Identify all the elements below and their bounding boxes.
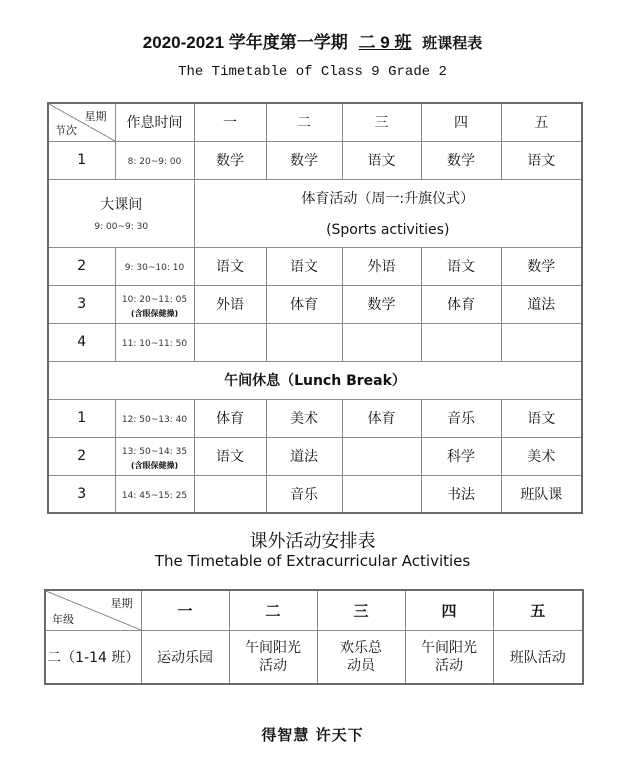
title-year: 2020-2021 学年度第一学期: [142, 33, 348, 52]
extra-header-day: 二: [229, 590, 317, 630]
title-class: 二 9 班: [358, 33, 412, 52]
lunch-break: 午间休息（Lunch Break）: [48, 361, 582, 399]
period-time-text: 9: 30~10: 10: [124, 263, 185, 273]
activity-text: 欢乐总动员: [340, 639, 382, 674]
page-title: [0, 28, 625, 53]
extracurricular-title: 课外活动安排表: [249, 531, 376, 552]
subject-cell: 语文: [194, 247, 266, 285]
period-number: 1: [48, 399, 115, 437]
period-time-text: 11: 10~11: 50: [121, 339, 188, 349]
header-day: 一: [194, 103, 266, 141]
subject-cell: [194, 323, 266, 361]
table-row: [48, 323, 582, 361]
subject-cell: 道法: [266, 437, 342, 475]
header-corner-weekday: 星期: [84, 110, 107, 123]
subject-cell: 体育: [194, 399, 266, 437]
extracurricular-subtitle: The Timetable of Extracurricular Activities: [154, 552, 471, 570]
page-subtitle: The Timetable of Class 9 Grade 2: [178, 64, 447, 80]
subject-cell: 语文: [501, 399, 582, 437]
extra-header-day: 五: [493, 590, 583, 630]
period-note: (含眼保健操): [130, 460, 179, 470]
subject-cell: 音乐: [421, 399, 501, 437]
header-day: 四: [421, 103, 501, 141]
subject-cell: 语文: [342, 141, 421, 179]
period-number: 3: [48, 475, 115, 513]
period-number: 1: [48, 141, 115, 179]
subject-cell: [342, 437, 421, 475]
extra-header-day: 三: [317, 590, 405, 630]
subject-cell: [421, 323, 501, 361]
subject-cell: 音乐: [266, 475, 342, 513]
activity-cell: 运动乐园: [141, 630, 229, 684]
subject-cell: 班队课: [501, 475, 582, 513]
header-time: 作息时间: [115, 103, 194, 141]
period-time-text: 8: 20~9: 00: [127, 157, 182, 167]
period-time-text: 12: 50~13: 40: [121, 415, 188, 425]
activity-text: 午间阳光活动: [421, 639, 477, 674]
table-row: [48, 399, 582, 437]
activity-cell: 班队活动: [493, 630, 583, 684]
period-number: 2: [48, 247, 115, 285]
subject-cell: 数学: [194, 141, 266, 179]
break-activity-cell: [194, 179, 582, 247]
subject-cell: [194, 475, 266, 513]
subject-cell: 数学: [342, 285, 421, 323]
subject-cell: 数学: [421, 141, 501, 179]
subject-cell: 语文: [421, 247, 501, 285]
class-timetable: [47, 102, 583, 514]
subject-cell: 语文: [194, 437, 266, 475]
subject-cell: 体育: [421, 285, 501, 323]
extra-header-day: 一: [141, 590, 229, 630]
break-cell: [48, 179, 194, 247]
extra-row-label: 二（1-14 班）: [45, 630, 141, 684]
activity-cell: [229, 630, 317, 684]
period-time-text: 14: 45~15: 25: [121, 490, 188, 501]
period-note: (含眼保健操): [130, 308, 179, 318]
activity-text: 午间阳光活动: [245, 639, 301, 674]
subject-cell: 道法: [501, 285, 582, 323]
table-row: [45, 630, 583, 684]
table-row: [48, 247, 582, 285]
break-activity-en: (Sports activities): [326, 222, 450, 238]
period-time: [115, 285, 194, 323]
break-time: 9: 00~9: 30: [94, 222, 149, 232]
subject-cell: 数学: [501, 247, 582, 285]
subject-cell: 语文: [501, 141, 582, 179]
period-time: [115, 323, 194, 361]
extra-corner-weekday: 星期: [110, 597, 133, 610]
subject-cell: 外语: [194, 285, 266, 323]
header-day: 五: [501, 103, 582, 141]
period-number: 4: [48, 323, 115, 361]
subject-cell: 语文: [266, 247, 342, 285]
extra-header-corner: [45, 590, 141, 630]
subject-cell: 体育: [342, 399, 421, 437]
header-corner-period: 节次: [55, 123, 77, 137]
subject-cell: [342, 475, 421, 513]
activity-cell: [317, 630, 405, 684]
subject-cell: 体育: [266, 285, 342, 323]
extra-header-day: 四: [405, 590, 493, 630]
table-row: [48, 475, 582, 513]
header-day: 三: [342, 103, 421, 141]
period-time: [115, 141, 194, 179]
subject-cell: [501, 323, 582, 361]
table-row: [48, 285, 582, 323]
extra-corner-grade: 年级: [52, 612, 74, 626]
break-activity: 体育活动（周一:升旗仪式）: [301, 191, 475, 207]
header-corner: [48, 103, 115, 141]
extracurricular-timetable: [44, 589, 584, 685]
title-suffix: 班课程表: [422, 35, 483, 52]
period-number: 2: [48, 437, 115, 475]
subject-cell: [342, 323, 421, 361]
subject-cell: 美术: [501, 437, 582, 475]
table-row: [48, 141, 582, 179]
table-row: [48, 437, 582, 475]
footer-motto: 得智慧 许天下: [261, 726, 364, 744]
subject-cell: 数学: [266, 141, 342, 179]
period-time: [115, 247, 194, 285]
period-time: [115, 475, 194, 513]
period-time: [115, 437, 194, 475]
subject-cell: 科学: [421, 437, 501, 475]
subject-cell: [266, 323, 342, 361]
period-number: 3: [48, 285, 115, 323]
period-time-text: 10: 20~11: 05: [121, 294, 188, 305]
header-day: 二: [266, 103, 342, 141]
activity-cell: [405, 630, 493, 684]
break-row: [48, 179, 582, 247]
subject-cell: 书法: [421, 475, 501, 513]
break-label: 大课间: [100, 197, 143, 213]
lunch-row: [48, 361, 582, 399]
subject-cell: 美术: [266, 399, 342, 437]
period-time-text: 13: 50~14: 35: [121, 446, 188, 457]
period-time: [115, 399, 194, 437]
subject-cell: 外语: [342, 247, 421, 285]
